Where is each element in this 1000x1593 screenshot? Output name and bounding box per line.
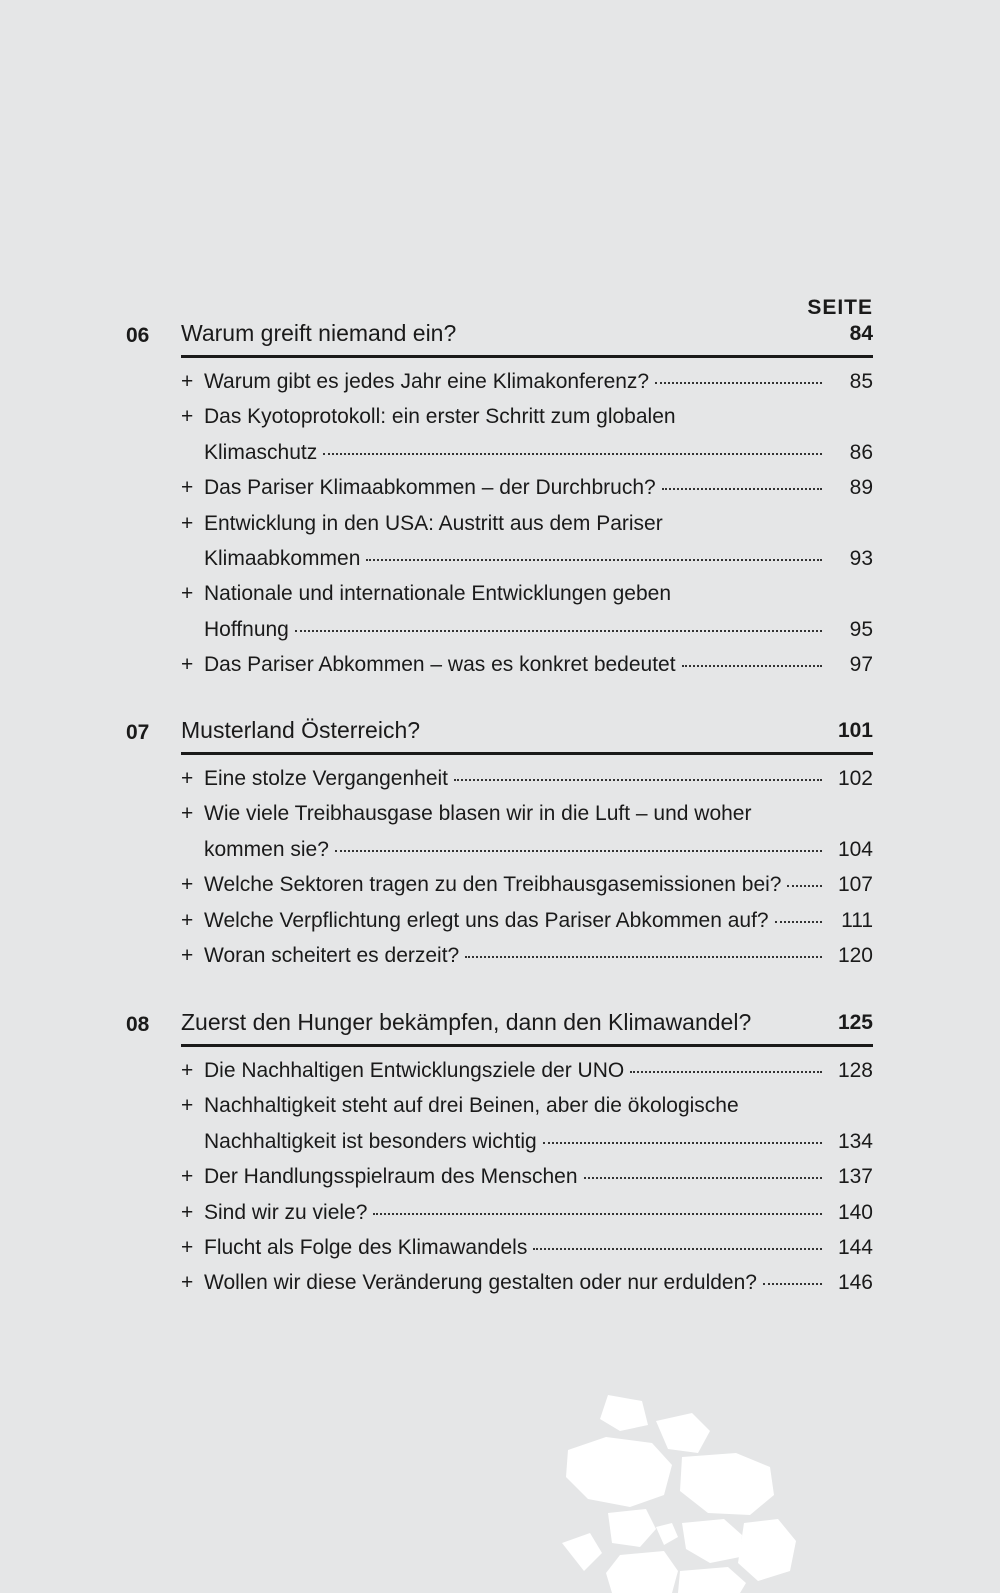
chapter-heading [0, 717, 1000, 753]
dot-leader [775, 920, 822, 923]
entry-title-line: Das Pariser Abkommen – was es konkret bedeutet [204, 653, 676, 677]
entry-title-line: Klimaabkommen [204, 546, 361, 570]
dot-leader [465, 955, 822, 958]
entry-title-line: Nationale und internationale Entwicklungen geben [204, 582, 672, 606]
chapter-08 [0, 1009, 1000, 1295]
chapter-number: 07 [126, 721, 150, 744]
entry-page-number: 89 [849, 476, 873, 500]
entry-title-line: Der Handlungsspielraum des Menschen [204, 1165, 578, 1189]
toc-entry [0, 1265, 1000, 1300]
chapter-title: Zuerst den Hunger bekämpfen, dann den Klimawandel? [181, 1009, 752, 1035]
bullet-plus: + [181, 405, 194, 429]
entry-list [0, 761, 1000, 973]
entry-page-number: 97 [849, 653, 873, 677]
entry-page-number: 140 [837, 1200, 873, 1224]
dot-leader [335, 849, 822, 852]
toc-entry [0, 647, 1000, 682]
chapter-number: 06 [126, 324, 150, 347]
entry-list [0, 1053, 1000, 1301]
toc-entry [0, 796, 1000, 867]
toc-entry [0, 1230, 1000, 1265]
dot-leader [454, 778, 822, 781]
dot-leader [584, 1176, 822, 1179]
entry-title-line: Nachhaltigkeit ist besonders wichtig [204, 1129, 537, 1153]
bullet-plus: + [181, 767, 194, 790]
bullet-plus: + [181, 476, 194, 500]
chapter-heading [0, 1009, 1000, 1045]
entry-page-number: 134 [837, 1129, 873, 1153]
entry-page-number: 120 [837, 943, 873, 967]
dot-leader [655, 381, 822, 384]
dot-leader [787, 884, 822, 887]
chapter-page-number: 101 [837, 719, 873, 742]
chapter-page-number: 125 [837, 1011, 873, 1034]
chapter-divider [181, 355, 873, 358]
entry-title-line: Hoffnung [204, 617, 289, 641]
entry-page-number: 86 [849, 440, 873, 464]
bullet-plus: + [181, 802, 194, 826]
bullet-plus: + [181, 653, 194, 677]
entry-title-line: Sind wir zu viele? [204, 1200, 368, 1224]
dot-leader [373, 1212, 822, 1215]
entry-list [0, 364, 1000, 683]
bullet-plus: + [181, 370, 194, 393]
entry-title-line: kommen sie? [204, 837, 329, 861]
bullet-plus: + [181, 1271, 194, 1295]
chapter-page-number: 84 [849, 322, 873, 345]
bullet-plus: + [181, 1165, 194, 1189]
entry-page-number: 102 [837, 766, 873, 790]
entry-title-line: Entwicklung in den USA: Austritt aus dem Pariser [204, 511, 663, 535]
dot-leader [533, 1247, 822, 1250]
entry-page-number: 95 [849, 617, 873, 641]
entry-title-line: Welche Verpflichtung erlegt uns das Pariser Abkommen auf? [204, 908, 769, 932]
bullet-plus: + [181, 943, 194, 967]
toc-entry [0, 399, 1000, 470]
chapter-title: Warum greift niemand ein? [181, 320, 457, 346]
dot-leader [295, 629, 822, 632]
entry-title-line: Flucht als Folge des Klimawandels [204, 1235, 528, 1259]
entry-page-number: 93 [849, 546, 873, 570]
dot-leader [366, 558, 822, 561]
entry-page-number: 137 [837, 1165, 873, 1189]
bullet-plus: + [181, 873, 194, 897]
entry-title-line: Eine stolze Vergangenheit [204, 767, 449, 790]
entry-page-number: 85 [849, 369, 873, 393]
entry-title-line: Das Pariser Klimaabkommen – der Durchbruch? [204, 476, 656, 500]
toc-entry [0, 1159, 1000, 1194]
chapter-06 [0, 320, 1000, 677]
toc-entry [0, 506, 1000, 577]
entry-title-line: Welche Sektoren tragen zu den Treibhausgasemissionen bei? [204, 873, 782, 897]
chapter-heading [0, 320, 1000, 356]
bullet-plus: + [181, 582, 194, 606]
ice-floe-graphic [560, 1395, 820, 1593]
entry-title-line: Das Kyotoprotokoll: ein erster Schritt zum globalen [204, 405, 676, 429]
toc-entry [0, 938, 1000, 973]
bullet-plus: + [181, 1200, 194, 1224]
bullet-plus: + [181, 1235, 194, 1259]
bullet-plus: + [181, 908, 194, 932]
entry-page-number: 107 [837, 873, 873, 897]
entry-title-line: Die Nachhaltigen Entwicklungsziele der UNO [204, 1059, 625, 1082]
entry-title-line: Nachhaltigkeit steht auf drei Beinen, aber die ökologische [204, 1094, 739, 1118]
toc-entry [0, 470, 1000, 505]
column-header-seite: SEITE [807, 296, 873, 319]
chapter-title: Musterland Österreich? [181, 717, 421, 743]
entry-title-line: Wie viele Treibhausgase blasen wir in die Luft – und woher [204, 802, 752, 826]
toc-entry [0, 364, 1000, 399]
toc-entry [0, 761, 1000, 796]
dot-leader [662, 487, 822, 490]
toc-entry [0, 903, 1000, 938]
bullet-plus: + [181, 1094, 194, 1118]
entry-title-line: Klimaschutz [204, 440, 318, 464]
entry-page-number: 146 [837, 1271, 873, 1295]
entry-page-number: 104 [837, 837, 873, 861]
chapter-divider [181, 752, 873, 755]
entry-title-line: Woran scheitert es derzeit? [204, 943, 460, 967]
dot-leader [543, 1141, 822, 1144]
chapter-07 [0, 717, 1000, 967]
entry-title-line: Wollen wir diese Veränderung gestalten oder nur erdulden? [204, 1271, 757, 1295]
dot-leader [323, 452, 822, 455]
entry-page-number: 144 [837, 1235, 873, 1259]
dot-leader [763, 1282, 822, 1285]
entry-page-number: 111 [841, 908, 873, 932]
entry-title-line: Warum gibt es jedes Jahr eine Klimakonferenz? [204, 370, 650, 393]
toc-entry [0, 867, 1000, 902]
entry-page-number: 128 [837, 1058, 873, 1082]
bullet-plus: + [181, 511, 194, 535]
toc-entry [0, 1053, 1000, 1088]
dot-leader [630, 1070, 822, 1073]
dot-leader [682, 664, 822, 667]
chapter-number: 08 [126, 1013, 150, 1036]
toc-entry [0, 1088, 1000, 1159]
toc-entry [0, 576, 1000, 647]
bullet-plus: + [181, 1059, 194, 1082]
chapter-divider [181, 1044, 873, 1047]
toc-entry [0, 1195, 1000, 1230]
